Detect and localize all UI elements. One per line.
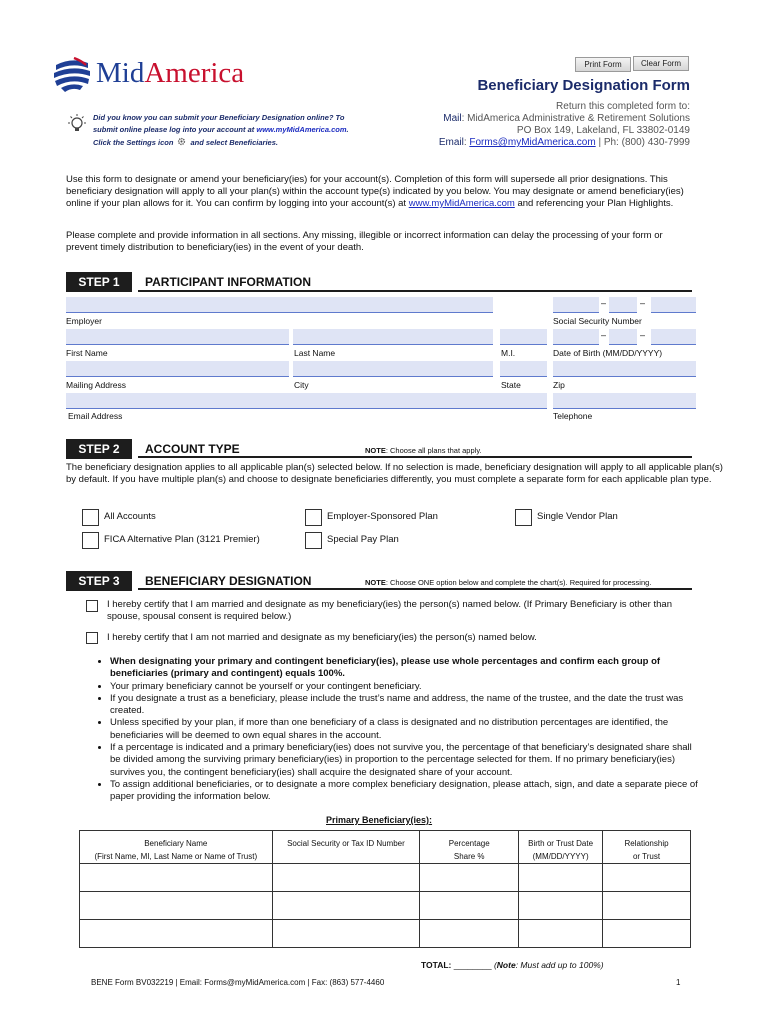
relationship-cell[interactable] bbox=[603, 892, 691, 920]
step2-note-label: NOTE bbox=[365, 446, 386, 455]
mail-org: : MidAmerica Administrative & Retirement Solutions bbox=[461, 113, 690, 124]
email-label: Email bbox=[438, 137, 464, 148]
primary-beneficiary-heading: Primary Beneficiary(ies): bbox=[326, 815, 433, 825]
print-form-button[interactable]: Print Form bbox=[575, 57, 631, 72]
mi-label: M.I. bbox=[501, 348, 516, 358]
dob-field-3[interactable] bbox=[651, 329, 696, 345]
email-link[interactable]: Forms@myMidAmerica.com bbox=[469, 137, 596, 148]
fica-alternative-checkbox[interactable] bbox=[82, 532, 99, 549]
telephone-field[interactable] bbox=[553, 393, 696, 409]
step1-rule bbox=[138, 290, 692, 292]
relationship-cell[interactable] bbox=[603, 864, 691, 892]
primary-beneficiary-table bbox=[79, 830, 691, 948]
lightbulb-icon bbox=[66, 113, 88, 135]
step2-rule bbox=[138, 456, 692, 458]
gear-icon bbox=[177, 137, 186, 146]
name-cell[interactable] bbox=[80, 892, 273, 920]
col-rel-l1: Relationship bbox=[624, 839, 669, 848]
fica-alternative-label: FICA Alternative Plan (3121 Premier) bbox=[104, 534, 260, 545]
return-info-line1: Return this completed form to: bbox=[556, 101, 690, 112]
dob-field-2[interactable] bbox=[609, 329, 637, 345]
email-address-field[interactable] bbox=[66, 393, 547, 409]
first-name-field[interactable] bbox=[66, 329, 289, 345]
step3-title: BENEFICIARY DESIGNATION bbox=[145, 574, 312, 588]
col-pct-l1: Percentage bbox=[448, 839, 490, 848]
return-info-address: PO Box 149, Lakeland, FL 33802-0149 bbox=[516, 125, 690, 136]
step2-title: ACCOUNT TYPE bbox=[145, 442, 240, 456]
instruction-item: • Your primary beneficiary cannot be yourself or your contingent beneficiary. bbox=[110, 681, 704, 693]
col-beneficiary-name bbox=[80, 831, 273, 864]
single-vendor-label: Single Vendor Plan bbox=[537, 511, 618, 522]
step3-note-text: : Choose ONE option below and complete the chart(s). Required for processing. bbox=[385, 578, 652, 587]
instructions-list bbox=[88, 656, 704, 804]
ssn-field-3[interactable] bbox=[651, 297, 696, 313]
logo-globe-icon bbox=[52, 55, 92, 95]
date-cell[interactable] bbox=[519, 892, 603, 920]
first-name-label: First Name bbox=[66, 348, 108, 358]
brand-mid: Mid bbox=[96, 57, 145, 89]
dob-field-1[interactable] bbox=[553, 329, 599, 345]
col-date-l1: Birth or Trust Date bbox=[528, 839, 594, 848]
intro-paragraph-1 bbox=[66, 174, 686, 210]
instruction-item: • To assign additional beneficiaries, or to designate a more complex beneficiary designation, please attach, sign, and date a separate piece of paper providing the information below. bbox=[110, 779, 704, 804]
ssn-cell[interactable] bbox=[272, 920, 420, 948]
col-rel-l2: or Trust bbox=[632, 852, 661, 861]
state-field[interactable] bbox=[500, 361, 547, 377]
date-cell[interactable] bbox=[519, 920, 603, 948]
brand-america: America bbox=[144, 57, 245, 89]
dob-label: Date of Birth (MM/DD/YYYY) bbox=[553, 348, 663, 358]
employer-label: Employer bbox=[66, 316, 102, 326]
all-accounts-checkbox[interactable] bbox=[82, 509, 99, 526]
total-row bbox=[421, 960, 604, 970]
form-title: Beneficiary Designation Form bbox=[477, 77, 690, 94]
instruction-item: • When designating your primary and contingent beneficiary(ies), please use whole percentages and confirm each group of beneficiaries (primary and contingent) equals 100%. bbox=[110, 656, 704, 681]
tip-line3-end: and select Beneficiaries. bbox=[190, 138, 278, 147]
table-header-row bbox=[80, 831, 691, 864]
step2-badge: STEP 2 bbox=[66, 439, 132, 459]
phone-text: | Ph: (800) 430-7999 bbox=[595, 137, 690, 148]
total-note-text: : Must add up to 100%) bbox=[515, 960, 604, 970]
col-name-l2: (First Name, MI, Last Name or Name of Trust) bbox=[94, 852, 258, 861]
single-vendor-checkbox[interactable] bbox=[515, 509, 532, 526]
not-married-checkbox[interactable] bbox=[86, 632, 98, 644]
tip-website-link[interactable]: www.myMidAmerica.com bbox=[256, 125, 347, 134]
intro-paragraph-2: Please complete and provide information in all sections. Any missing, illegible or incorrect information can delay the processing of your form or prevent timely distribution to beneficiary(ies) in the event of your death. bbox=[66, 230, 663, 253]
zip-field[interactable] bbox=[553, 361, 696, 377]
step1-badge: STEP 1 bbox=[66, 272, 132, 292]
employer-field[interactable] bbox=[66, 297, 493, 313]
ssn-dash-2: – bbox=[640, 298, 646, 308]
step2-note bbox=[365, 446, 482, 455]
mi-field[interactable] bbox=[500, 329, 547, 345]
footer-text: BENE Form BV032219 | Email: Forms@myMidAmerica.com | Fax: (863) 577-4460 bbox=[91, 978, 385, 987]
city-field[interactable] bbox=[293, 361, 493, 377]
step1-title: PARTICIPANT INFORMATION bbox=[145, 275, 311, 289]
not-married-statement: I hereby certify that I am not married and designate as my beneficiary(ies) the person(s) named below. bbox=[107, 632, 537, 643]
instruction-item: • Unless specified by your plan, if more than one beneficiary of a class is designated and no distribution percentages are identified, the beneficiaries will be deemed to own equal shares in the account. bbox=[110, 717, 704, 742]
intro-p1-end: and referencing your Plan Highlights. bbox=[514, 198, 674, 209]
table-row bbox=[80, 920, 691, 948]
return-info-email bbox=[439, 137, 690, 148]
ssn-field-1[interactable] bbox=[553, 297, 599, 313]
col-ssn-l1: Social Security or Tax ID Number bbox=[287, 839, 405, 848]
col-name-l1: Beneficiary Name bbox=[144, 839, 208, 848]
ssn-label: Social Security Number bbox=[553, 316, 642, 326]
email-address-label: Email Address bbox=[68, 411, 123, 421]
city-label: City bbox=[294, 380, 309, 390]
instruction-item: • If a percentage is indicated and a primary beneficiary(ies) does not survive you, the percentage of that beneficiary’s designated share shall be divided among the surviving primary beneficiary(ies) in proportion to the percentage selected for them. If no primary beneficiary(ies) survives you, the contingent beneficiary(ies) shall acquire the designated share of your account. bbox=[110, 742, 704, 779]
email-colon: : bbox=[463, 137, 470, 148]
ssn-field-2[interactable] bbox=[609, 297, 637, 313]
ssn-cell[interactable] bbox=[272, 864, 420, 892]
percentage-cell[interactable] bbox=[420, 920, 519, 948]
step2-note-text: : Choose all plans that apply. bbox=[385, 446, 482, 455]
tip-line2-end: . bbox=[346, 125, 349, 134]
tip-line3 bbox=[93, 137, 278, 147]
name-cell[interactable] bbox=[80, 864, 273, 892]
date-cell[interactable] bbox=[519, 864, 603, 892]
step3-badge: STEP 3 bbox=[66, 571, 132, 591]
percentage-cell[interactable] bbox=[420, 864, 519, 892]
all-accounts-label: All Accounts bbox=[104, 511, 156, 522]
state-label: State bbox=[501, 380, 521, 390]
mail-label: Mail bbox=[443, 113, 462, 124]
total-label: TOTAL: bbox=[421, 960, 452, 970]
telephone-label: Telephone bbox=[553, 411, 593, 421]
col-percentage bbox=[420, 831, 519, 864]
zip-label: Zip bbox=[553, 380, 565, 390]
step2-description: The beneficiary designation applies to all applicable plan(s) selected below. If no selection is made, beneficiary designation will apply to all applicable plan(s) by default. If you have multiple plan(s) and choose to designate beneficiaries differently, you must complete a separate form for each applicable plan type. bbox=[66, 462, 723, 485]
last-name-field[interactable] bbox=[293, 329, 493, 345]
intro-website-link[interactable]: www.myMidAmerica.com bbox=[408, 198, 515, 209]
step3-note-label: NOTE bbox=[365, 578, 386, 587]
tip-line3-text: Click the Settings icon bbox=[93, 138, 174, 147]
intro-p1-text: Use this form to designate or amend your beneficiary(ies) for your account(s). Completion of this form will supersede all prior designations. This beneficiary designation will apply to all your plan(s) within the account type(s) indicated by you below. You may designate or amend beneficiary(ies) online if your plan allows for it. You can confirm by logging into your account(s) at bbox=[66, 174, 684, 209]
percentage-cell[interactable] bbox=[420, 892, 519, 920]
col-ssn bbox=[272, 831, 420, 864]
col-relationship bbox=[603, 831, 691, 864]
special-pay-checkbox[interactable] bbox=[305, 532, 322, 549]
dob-dash-2: – bbox=[640, 330, 646, 340]
relationship-cell[interactable] bbox=[603, 920, 691, 948]
married-statement: I hereby certify that I am married and designate as my beneficiary(ies) the person(s) named below. (If Primary Beneficiary is other than spouse, spousal consent is required below.) bbox=[107, 599, 672, 622]
step3-note bbox=[365, 578, 651, 587]
mailing-address-field[interactable] bbox=[66, 361, 289, 377]
col-pct-l2: Share % bbox=[453, 852, 485, 861]
total-input[interactable]: ________ bbox=[453, 960, 492, 970]
logo bbox=[52, 55, 292, 95]
employer-sponsored-checkbox[interactable] bbox=[305, 509, 322, 526]
name-cell[interactable] bbox=[80, 920, 273, 948]
last-name-label: Last Name bbox=[294, 348, 336, 358]
mailing-address-label: Mailing Address bbox=[66, 380, 127, 390]
col-date-l2: (MM/DD/YYYY) bbox=[532, 852, 589, 861]
instruction-item: • If you designate a trust as a beneficiary, please include the trust’s name and address, the name of the trustee, and the date the trust was created. bbox=[110, 693, 704, 718]
col-birth-date bbox=[519, 831, 603, 864]
total-note-label: Note bbox=[496, 960, 516, 970]
table-row bbox=[80, 892, 691, 920]
employer-sponsored-label: Employer-Sponsored Plan bbox=[327, 511, 438, 522]
clear-form-button[interactable]: Clear Form bbox=[633, 56, 689, 71]
total-note-open: ( bbox=[493, 960, 497, 970]
table-row bbox=[80, 864, 691, 892]
tip-line2-text: submit online please log into your account at bbox=[93, 125, 257, 134]
ssn-cell[interactable] bbox=[272, 892, 420, 920]
page-number: 1 bbox=[676, 978, 681, 987]
ssn-dash-1: – bbox=[601, 298, 607, 308]
special-pay-label: Special Pay Plan bbox=[327, 534, 399, 545]
return-info-mail bbox=[443, 113, 690, 124]
tip-line2 bbox=[93, 125, 349, 134]
step3-rule bbox=[138, 588, 692, 590]
tip-line1: Did you know you can submit your Beneficiary Designation online? To bbox=[93, 113, 345, 122]
dob-dash-1: – bbox=[601, 330, 607, 340]
married-checkbox[interactable] bbox=[86, 600, 98, 612]
